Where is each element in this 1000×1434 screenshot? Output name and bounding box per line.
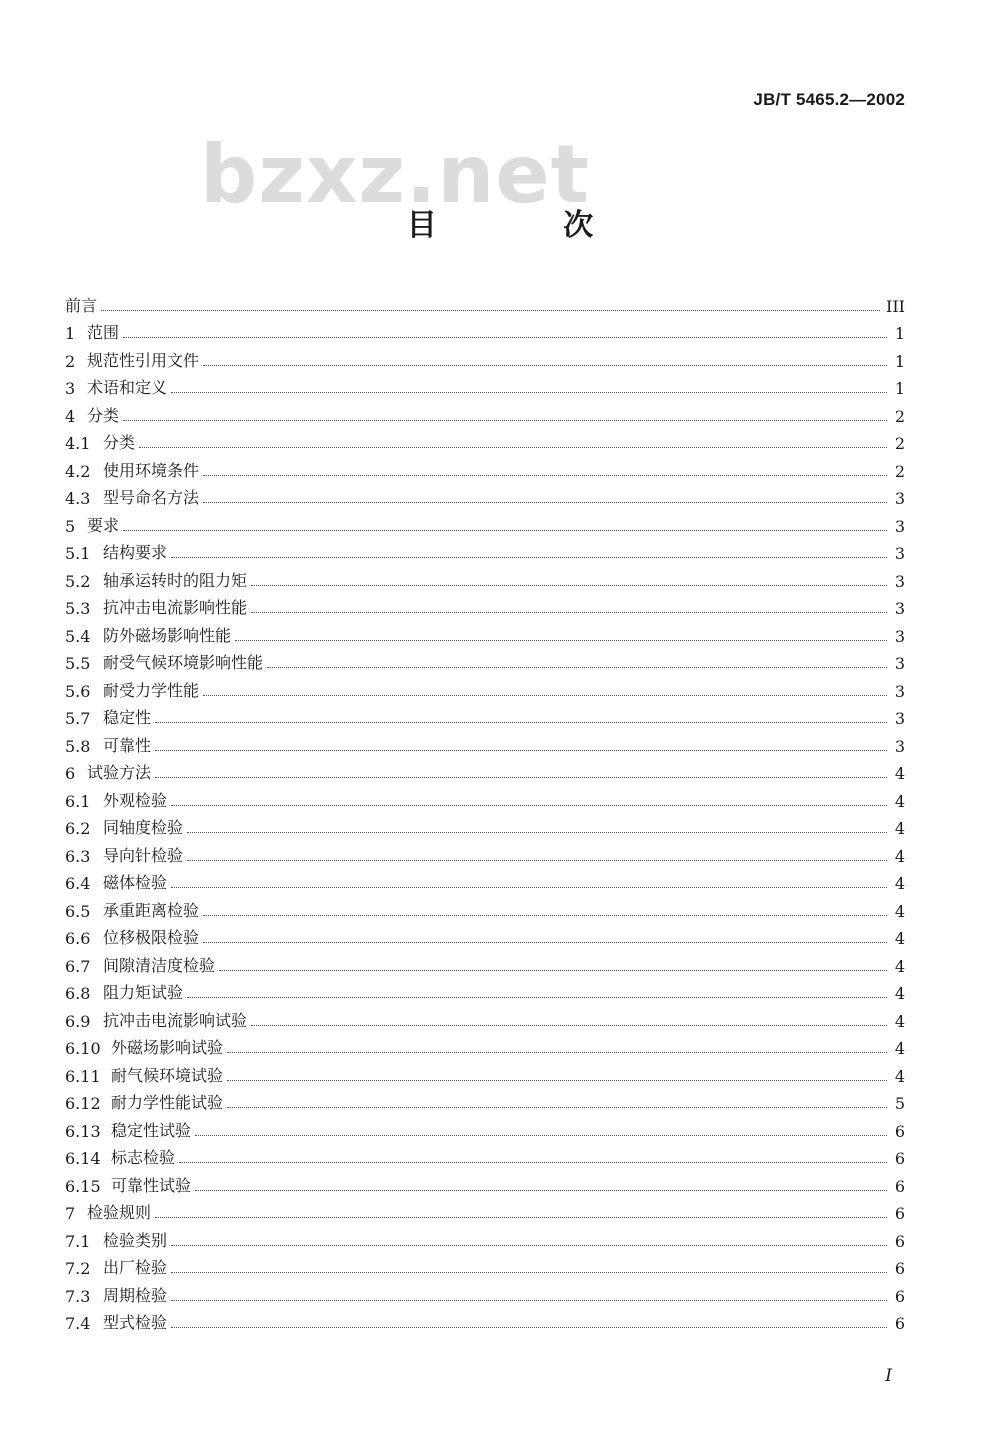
toc-entry-page: 3 [894, 489, 905, 508]
toc-entry-number: 7.2 [65, 1259, 91, 1278]
toc-entry-label: 要求 [87, 515, 120, 535]
toc-entry-page: III [886, 296, 905, 316]
dot-leader [123, 420, 887, 421]
dot-leader [219, 970, 887, 971]
toc-entry[interactable] [65, 673, 905, 701]
toc-entry-number: 6.2 [65, 819, 91, 838]
toc-entry-page: 6 [894, 1204, 905, 1223]
toc-entry[interactable] [65, 563, 905, 591]
toc-entry[interactable] [65, 866, 905, 894]
toc-entry-number: 6.5 [65, 901, 91, 921]
dot-leader [139, 447, 887, 448]
toc-entry-number: 6.7 [65, 956, 91, 976]
toc-entry-page: 6 [894, 1259, 905, 1278]
toc-entry[interactable] [65, 1306, 905, 1334]
dot-leader [171, 392, 887, 393]
toc-entry-number: 4 [65, 406, 76, 426]
toc-entry-label: 检验类别 [103, 1230, 168, 1250]
toc-entry-number: 6.10 [65, 1039, 101, 1058]
toc-entry[interactable] [65, 783, 905, 811]
toc-entry-label: 导向针检验 [103, 845, 184, 865]
toc-entry-label: 间隙清洁度检验 [103, 955, 216, 975]
toc-entry-label: 规范性引用文件 [87, 350, 200, 370]
toc-entry[interactable] [65, 1031, 905, 1059]
toc-entry-page: 3 [894, 516, 905, 536]
toc-entry-page: 5 [894, 1094, 905, 1113]
dot-leader [203, 695, 887, 696]
toc-entry[interactable] [65, 591, 905, 619]
toc-entry-page: 3 [894, 736, 905, 756]
toc-entry-label: 周期检验 [103, 1285, 168, 1305]
toc-entry-label: 承重距离检验 [103, 900, 200, 920]
toc-entry-number: 7.4 [65, 1314, 91, 1333]
toc-entry-page: 3 [894, 709, 905, 728]
toc-entry-number: 3 [65, 379, 76, 398]
toc-entry[interactable] [65, 1003, 905, 1031]
toc-entry-number: 5.7 [65, 709, 91, 728]
dot-leader [251, 1025, 887, 1026]
toc-entry-page: 2 [894, 406, 905, 426]
toc-entry-label: 出厂检验 [103, 1258, 168, 1277]
watermark: bzxz.net [200, 128, 590, 221]
dot-leader [267, 667, 887, 668]
dot-leader [203, 942, 887, 943]
dot-leader [195, 1135, 887, 1136]
toc-entry[interactable] [65, 288, 905, 316]
toc-entry-page: 1 [894, 379, 905, 398]
dot-leader [179, 1162, 887, 1163]
toc-entry-number: 4.3 [65, 489, 91, 508]
toc-entry-page: 3 [894, 626, 905, 646]
toc-entry-page: 4 [894, 764, 905, 783]
toc-entry-label: 术语和定义 [87, 378, 168, 397]
toc-entry[interactable] [65, 756, 905, 784]
toc-entry-page: 4 [894, 791, 905, 811]
toc-entry-page: 3 [894, 544, 905, 563]
dot-leader [227, 1052, 887, 1053]
toc-entry-label: 外观检验 [103, 790, 168, 810]
toc-entry-label: 分类 [87, 405, 120, 425]
toc-entry-number: 4.1 [65, 434, 91, 453]
toc-entry-page: 4 [894, 819, 905, 838]
toc-entry[interactable] [65, 948, 905, 976]
toc-entry-label: 型式检验 [103, 1313, 168, 1332]
toc-entry-page: 4 [894, 929, 905, 948]
dot-leader [227, 1107, 887, 1108]
table-of-contents [65, 288, 905, 1333]
dot-leader [195, 1190, 887, 1191]
toc-entry-label: 阻力矩试验 [103, 983, 184, 1002]
toc-entry[interactable] [65, 481, 905, 509]
dot-leader [203, 502, 887, 503]
toc-entry-number: 6.3 [65, 846, 91, 866]
toc-entry-number: 5.2 [65, 571, 91, 591]
toc-entry[interactable] [65, 1196, 905, 1224]
dot-leader [251, 612, 887, 613]
toc-entry[interactable] [65, 426, 905, 454]
toc-title: 目 次 [406, 208, 652, 243]
toc-entry-page: 3 [894, 681, 905, 701]
dot-leader [155, 777, 887, 778]
toc-entry[interactable] [65, 1278, 905, 1306]
toc-entry-page: 6 [894, 1231, 905, 1251]
toc-entry-label: 轴承运转时的阻力矩 [103, 570, 248, 590]
dot-leader [235, 640, 887, 641]
toc-entry-page: 1 [894, 351, 905, 371]
toc-entry-page: 3 [894, 654, 905, 673]
toc-entry-number: 5.8 [65, 736, 91, 756]
toc-entry-label: 外磁场影响试验 [111, 1038, 224, 1057]
toc-entry-number: 6.4 [65, 874, 91, 893]
toc-entry-number: 5.1 [65, 544, 91, 563]
toc-entry-number: 6.14 [65, 1149, 101, 1168]
toc-entry[interactable] [65, 508, 905, 536]
toc-entry-label: 检验规则 [87, 1203, 152, 1222]
toc-entry-page: 6 [894, 1121, 905, 1141]
dot-leader [227, 1080, 887, 1081]
toc-entry[interactable] [65, 1141, 905, 1169]
toc-entry[interactable] [65, 1168, 905, 1196]
toc-entry[interactable] [65, 1113, 905, 1141]
toc-entry-number: 2 [65, 351, 76, 371]
dot-leader [171, 887, 887, 888]
dot-leader [187, 832, 887, 833]
toc-entry-number: 6.8 [65, 984, 91, 1003]
toc-entry-number: 6.13 [65, 1121, 101, 1141]
toc-entry[interactable] [65, 728, 905, 756]
dot-leader [171, 557, 887, 558]
toc-entry-label: 试验方法 [87, 763, 152, 782]
page-number: I [885, 1366, 892, 1386]
toc-entry[interactable] [65, 453, 905, 481]
toc-entry-number: 4.2 [65, 461, 91, 481]
toc-entry-page: 6 [894, 1286, 905, 1306]
toc-entry[interactable] [65, 701, 905, 729]
toc-entry-label: 防外磁场影响性能 [103, 625, 232, 645]
toc-entry-page: 4 [894, 1011, 905, 1031]
toc-entry-page: 6 [894, 1176, 905, 1196]
dot-leader [155, 1217, 887, 1218]
dot-leader [171, 1327, 887, 1328]
toc-entry[interactable] [65, 618, 905, 646]
dot-leader [203, 365, 887, 366]
dot-leader [203, 915, 887, 916]
toc-entry-number: 7 [65, 1204, 76, 1223]
toc-entry[interactable] [65, 893, 905, 921]
dot-leader [123, 337, 887, 338]
toc-entry-label: 抗冲击电流影响试验 [103, 1010, 248, 1030]
toc-entry-label: 同轴度检验 [103, 818, 184, 837]
toc-entry[interactable] [65, 976, 905, 1004]
toc-entry-page: 3 [894, 571, 905, 591]
toc-entry-number: 5.6 [65, 681, 91, 701]
toc-entry-number: 7.1 [65, 1231, 91, 1251]
toc-entry-label: 使用环境条件 [103, 460, 200, 480]
standard-code: JB/T 5465.2—2002 [753, 90, 905, 109]
toc-entry-number: 5.4 [65, 626, 91, 646]
toc-entry[interactable] [65, 398, 905, 426]
toc-entry[interactable] [65, 811, 905, 839]
dot-leader [123, 530, 887, 531]
toc-entry-label: 分类 [103, 433, 136, 452]
toc-entry-label: 位移极限检验 [103, 928, 200, 947]
toc-entry-label: 磁体检验 [103, 873, 168, 892]
toc-entry-page: 2 [894, 461, 905, 481]
toc-entry[interactable] [65, 343, 905, 371]
toc-entry-page: 4 [894, 1039, 905, 1058]
toc-entry[interactable] [65, 1251, 905, 1279]
dot-leader [171, 1272, 887, 1273]
dot-leader [155, 722, 887, 723]
toc-entry-label: 耐受力学性能 [103, 680, 200, 700]
toc-entry-number: 6.11 [65, 1066, 101, 1086]
dot-leader [203, 475, 887, 476]
toc-entry-label: 耐气候环境试验 [111, 1065, 224, 1085]
toc-entry-page: 4 [894, 1066, 905, 1086]
toc-entry-label: 稳定性 [103, 708, 152, 727]
dot-leader [155, 750, 887, 751]
toc-entry-page: 3 [894, 599, 905, 618]
toc-entry-number: 5.5 [65, 654, 91, 673]
toc-entry-page: 4 [894, 956, 905, 976]
dot-leader [171, 805, 887, 806]
toc-entry-label: 结构要求 [103, 543, 168, 562]
toc-entry-page: 4 [894, 874, 905, 893]
toc-entry-number: 6.6 [65, 929, 91, 948]
toc-entry[interactable] [65, 1223, 905, 1251]
dot-leader [101, 310, 880, 311]
toc-entry-page: 4 [894, 901, 905, 921]
toc-entry[interactable] [65, 646, 905, 674]
toc-entry-page: 4 [894, 846, 905, 866]
toc-entry-label: 型号命名方法 [103, 488, 200, 507]
toc-entry-label: 范围 [87, 323, 120, 342]
toc-entry-label: 耐力学性能试验 [111, 1093, 224, 1112]
toc-entry-number: 6 [65, 764, 76, 783]
toc-entry-label: 前言 [65, 295, 98, 315]
toc-entry-page: 6 [894, 1149, 905, 1168]
toc-entry-number: 5.3 [65, 599, 91, 618]
toc-entry-number: 6.9 [65, 1011, 91, 1031]
toc-entry[interactable] [65, 1086, 905, 1114]
toc-entry-number: 6.15 [65, 1176, 101, 1196]
toc-entry-page: 1 [894, 324, 905, 343]
toc-entry[interactable] [65, 316, 905, 344]
toc-entry[interactable] [65, 371, 905, 399]
toc-entry-label: 耐受气候环境影响性能 [103, 653, 264, 672]
toc-entry-number: 6.1 [65, 791, 91, 811]
toc-entry[interactable] [65, 1058, 905, 1086]
dot-leader [187, 997, 887, 998]
dot-leader [187, 860, 887, 861]
toc-entry-page: 6 [894, 1314, 905, 1333]
dot-leader [171, 1245, 887, 1246]
toc-entry-label: 抗冲击电流影响性能 [103, 598, 248, 617]
toc-entry-label: 可靠性试验 [111, 1175, 192, 1195]
toc-entry[interactable] [65, 921, 905, 949]
toc-entry[interactable] [65, 536, 905, 564]
dot-leader [171, 1300, 887, 1301]
toc-entry-label: 稳定性试验 [111, 1120, 192, 1140]
toc-entry-number: 7.3 [65, 1286, 91, 1306]
dot-leader [251, 585, 887, 586]
toc-entry-page: 2 [894, 434, 905, 453]
toc-entry-page: 4 [894, 984, 905, 1003]
toc-entry-number: 6.12 [65, 1094, 101, 1113]
toc-entry-label: 可靠性 [103, 735, 152, 755]
toc-entry-label: 标志检验 [111, 1148, 176, 1167]
toc-entry[interactable] [65, 838, 905, 866]
toc-entry-number: 5 [65, 516, 76, 536]
toc-entry-number: 1 [65, 324, 76, 343]
